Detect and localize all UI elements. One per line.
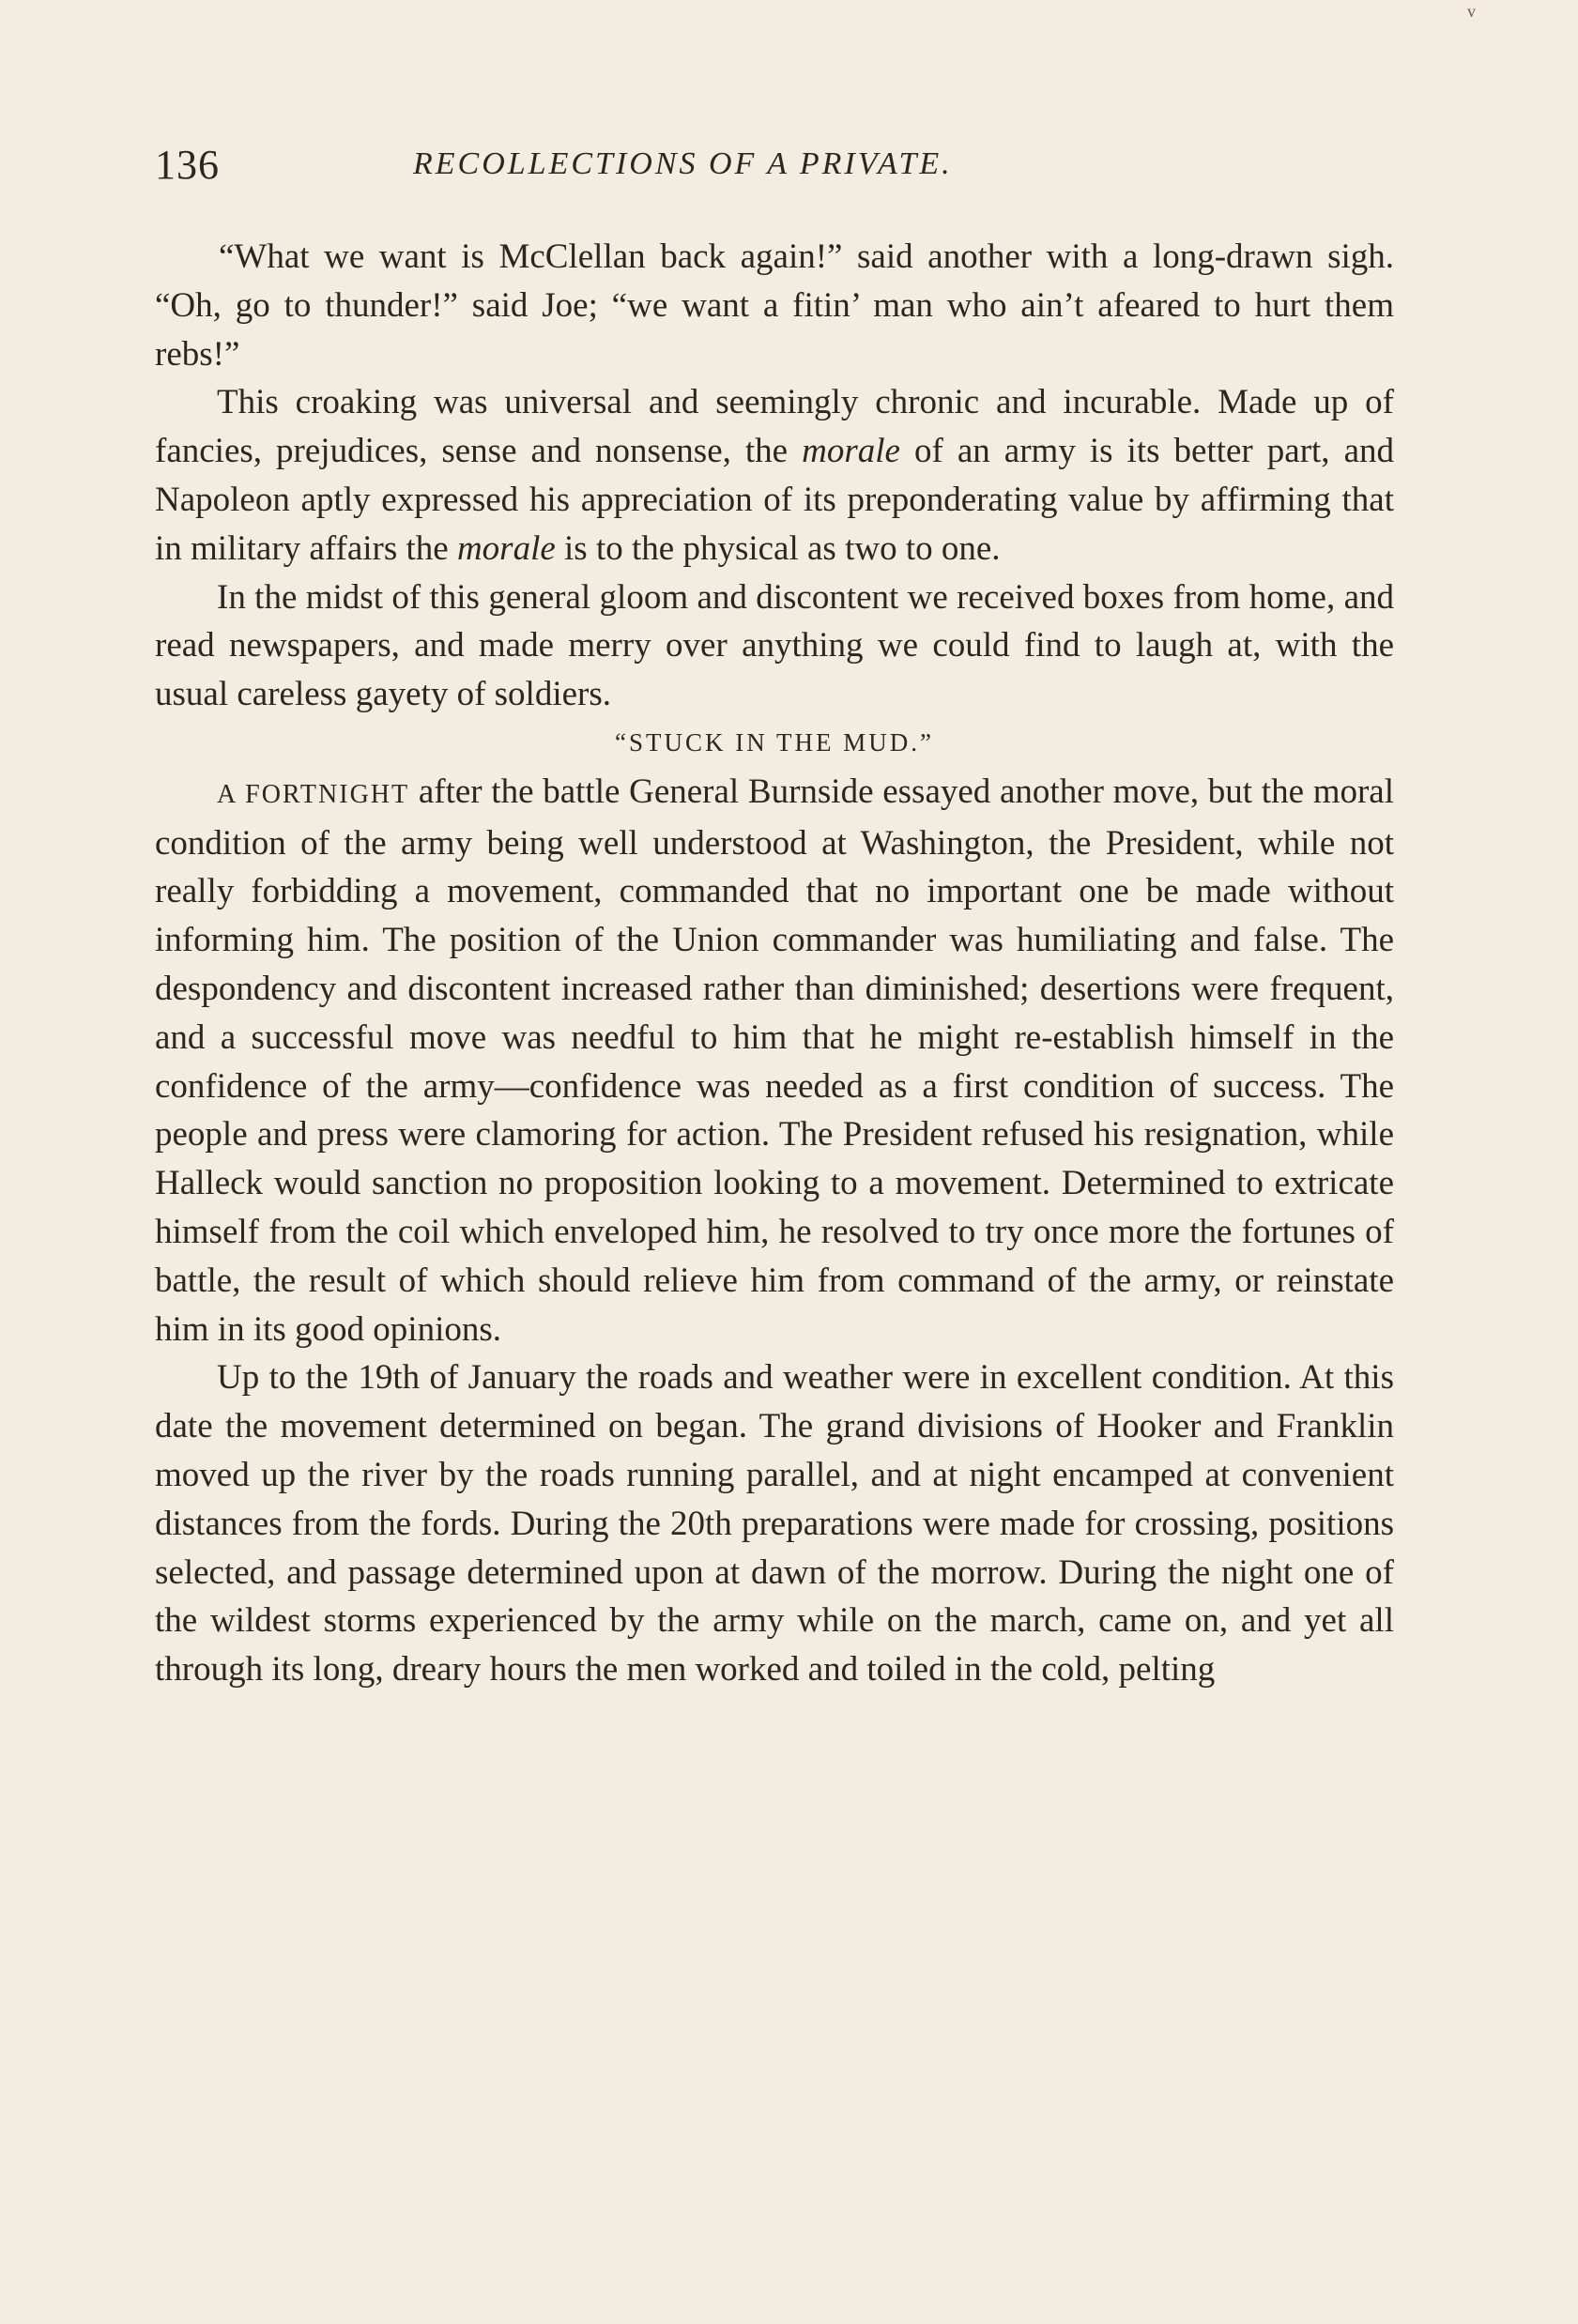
italic-term: morale [802,432,900,471]
running-head: RECOLLECTIONS OF A PRIVATE. [413,146,953,181]
paragraph [155,768,1394,1354]
paragraph-text: of an army is its better part, and Napoleon aptly expressed his appreciation of its preponderating value by affirming that in military affairs the [155,432,1394,568]
italic-term: morale [456,528,556,568]
paragraph-text: is to the physical as two to one. [555,528,1001,568]
paragraph [155,573,1394,719]
page-header [155,141,1394,197]
paragraph-text: Up to the 19th of January the roads and weather were in excellent condition. At this date the movement determined on began. The grand divisions of Hooker and Franklin moved up the river by the roads running parallel, and at night encamped at convenient distances from the fords. During the 20th preparations were made for crossing, positions selected, and passage determined upon at dawn of the morrow. During the night one of the wildest storms experienced by the army while on the march, came on, and yet all through its long, dreary hours the men worked and toiled in the cold, pelting [155,1358,1394,1689]
paragraph [155,1353,1394,1694]
section-heading: “STUCK IN THE MUD.” [615,727,934,757]
paragraph [155,378,1394,573]
paragraph-text: “What we want is McClellan back again!” said another with a long-drawn sigh. “Oh, go to thunder!” said Joe; “we want a fitin’ man who ain’t afeared to hurt them rebs!” [155,237,1394,374]
paragraph [155,233,1394,378]
body-text [155,233,1394,1694]
corner-mark: v [1467,2,1476,21]
paragraph-text: after the battle General Burnside essayed another move, but the moral condition of the army being well understood at Washington, the President, while not really forbidding a movement, commanded that no important one be made without informing him. The position of the Union commander was humiliating and false. The despondency and discontent increased rather than diminished; desertions were frequent, and a successful move was needful to him that he might re-establish himself in the confidence of the army—confidence was needed as a first condition of success. The people and press were clamoring for action. The President refused his resignation, while Halleck would sanction no proposition looking to a movement. Determined to extricate himself from the coil which enveloped him, he resolved to try once more the fortunes of battle, the result of which should relieve him from command of the army, or reinstate him in its good opinions. [155,772,1395,1349]
paragraph-text: In the midst of this general gloom and discontent we received boxes from home, and read newspapers, and made merry over anything we could find to laugh at, with the usual careless gayety of soldiers. [155,577,1394,714]
page-number: 136 [155,142,220,188]
paragraph-text: This croaking was universal and seemingly chronic and incurable. Made up of fancies, prejudices, sense and nonsense, the [155,383,1394,471]
small-caps-lead: A FORTNIGHT [217,779,410,809]
